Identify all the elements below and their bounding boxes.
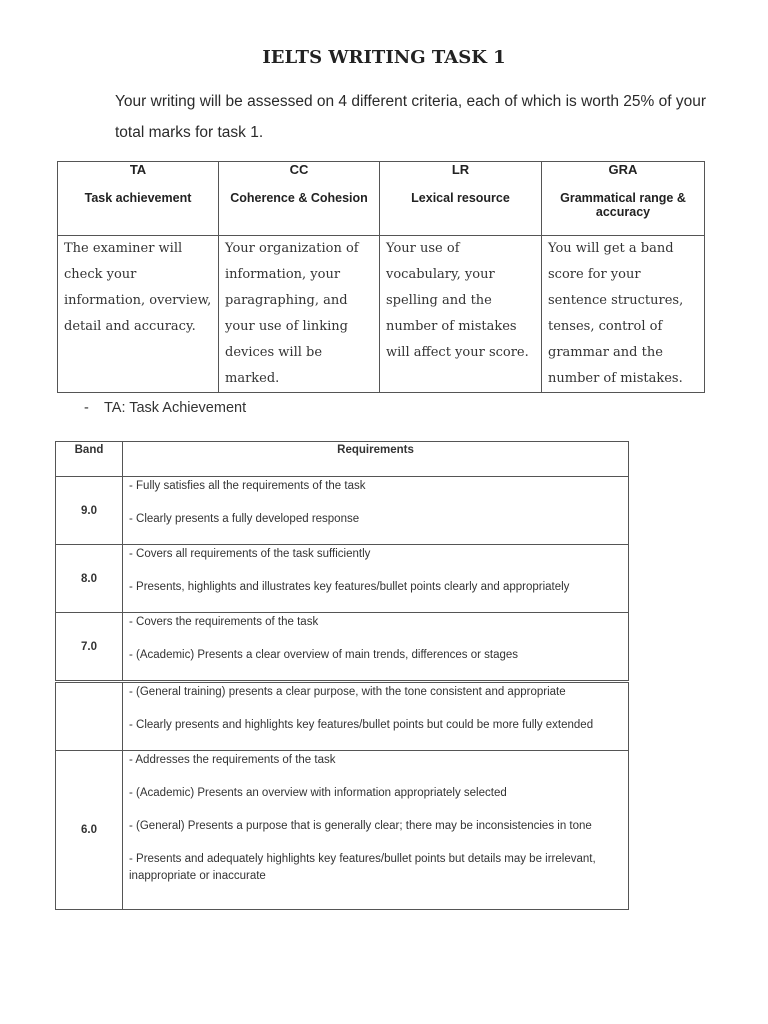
- table-row: [56, 751, 629, 910]
- section-heading-text: TA: Task Achievement: [104, 400, 247, 416]
- band-header: Band: [56, 442, 123, 477]
- criteria-name: Grammatical range & accuracy: [560, 191, 686, 219]
- band-score: 7.0: [56, 613, 123, 681]
- intro-paragraph: Your writing will be assessed on 4 different criteria, each of which is worth 25% of your total marks for task 1.: [115, 93, 707, 141]
- table-row: [56, 545, 629, 613]
- criteria-description: The examiner will check your information, overview, detail and accuracy.: [58, 236, 219, 393]
- requirement-line: - Addresses the requirements of the task: [129, 754, 336, 766]
- criteria-abbr: GRA: [608, 162, 638, 177]
- criteria-abbr: CC: [289, 162, 309, 177]
- table-row: [56, 613, 629, 681]
- requirements-cell: [123, 751, 629, 910]
- requirement-line: - Presents and adequately highlights key features/bullet points but details may be irrelevant, inappropriate or inaccurate: [129, 853, 596, 882]
- bullet-dash: -: [84, 400, 89, 416]
- requirement-line: - Clearly presents a fully developed response: [129, 513, 360, 525]
- requirement-line: - Covers all requirements of the task sufficiently: [129, 548, 371, 560]
- table-row: [56, 683, 629, 751]
- band-score: 9.0: [56, 477, 123, 545]
- criteria-name: Coherence & Cohesion: [230, 191, 368, 205]
- page-title: IELTS WRITING TASK 1: [262, 47, 506, 68]
- requirements-header: Requirements: [123, 442, 629, 477]
- criteria-name: Lexical resource: [411, 191, 510, 205]
- requirement-line: - (General training) presents a clear purpose, with the tone consistent and appropriate: [129, 686, 566, 698]
- criteria-description-row: [58, 236, 705, 393]
- criteria-cell-gra: [542, 162, 705, 236]
- requirements-cell: [123, 545, 629, 613]
- criteria-header-row: [58, 162, 705, 236]
- criteria-table: [57, 161, 705, 393]
- requirement-line: - Presents, highlights and illustrates key features/bullet points clearly and appropriately: [129, 581, 570, 593]
- requirements-cell: [123, 477, 629, 545]
- requirements-cell: [123, 613, 629, 681]
- band-score: [56, 683, 123, 751]
- requirement-line: - Clearly presents and highlights key features/bullet points but could be more fully extended: [129, 719, 594, 731]
- table-row: [56, 477, 629, 545]
- band-score: 6.0: [56, 751, 123, 910]
- requirement-line: - (General) Presents a purpose that is generally clear; there may be inconsistencies in tone: [129, 820, 592, 832]
- band-score: 8.0: [56, 545, 123, 613]
- band-table: [55, 441, 629, 681]
- criteria-description: You will get a band score for your sentence structures, tenses, control of grammar and the number of mistakes.: [542, 236, 705, 393]
- criteria-cell-cc: [219, 162, 380, 236]
- criteria-cell-ta: [58, 162, 219, 236]
- requirements-cell: [123, 683, 629, 751]
- section-heading: [84, 400, 246, 416]
- criteria-abbr: TA: [129, 162, 147, 177]
- requirement-line: - Covers the requirements of the task: [129, 616, 319, 628]
- criteria-description: Your use of vocabulary, your spelling and the number of mistakes will affect your score.: [380, 236, 542, 393]
- band-table-continued: [55, 682, 629, 910]
- criteria-description: Your organization of information, your paragraphing, and your use of linking devices will be marked.: [219, 236, 380, 393]
- requirement-line: - (Academic) Presents an overview with information appropriately selected: [129, 787, 507, 799]
- requirement-line: - (Academic) Presents a clear overview of main trends, differences or stages: [129, 649, 519, 661]
- criteria-name: Task achievement: [84, 191, 192, 205]
- band-table-header: [56, 442, 629, 477]
- criteria-abbr: LR: [451, 162, 470, 177]
- criteria-cell-lr: [380, 162, 542, 236]
- requirement-line: - Fully satisfies all the requirements of the task: [129, 480, 366, 492]
